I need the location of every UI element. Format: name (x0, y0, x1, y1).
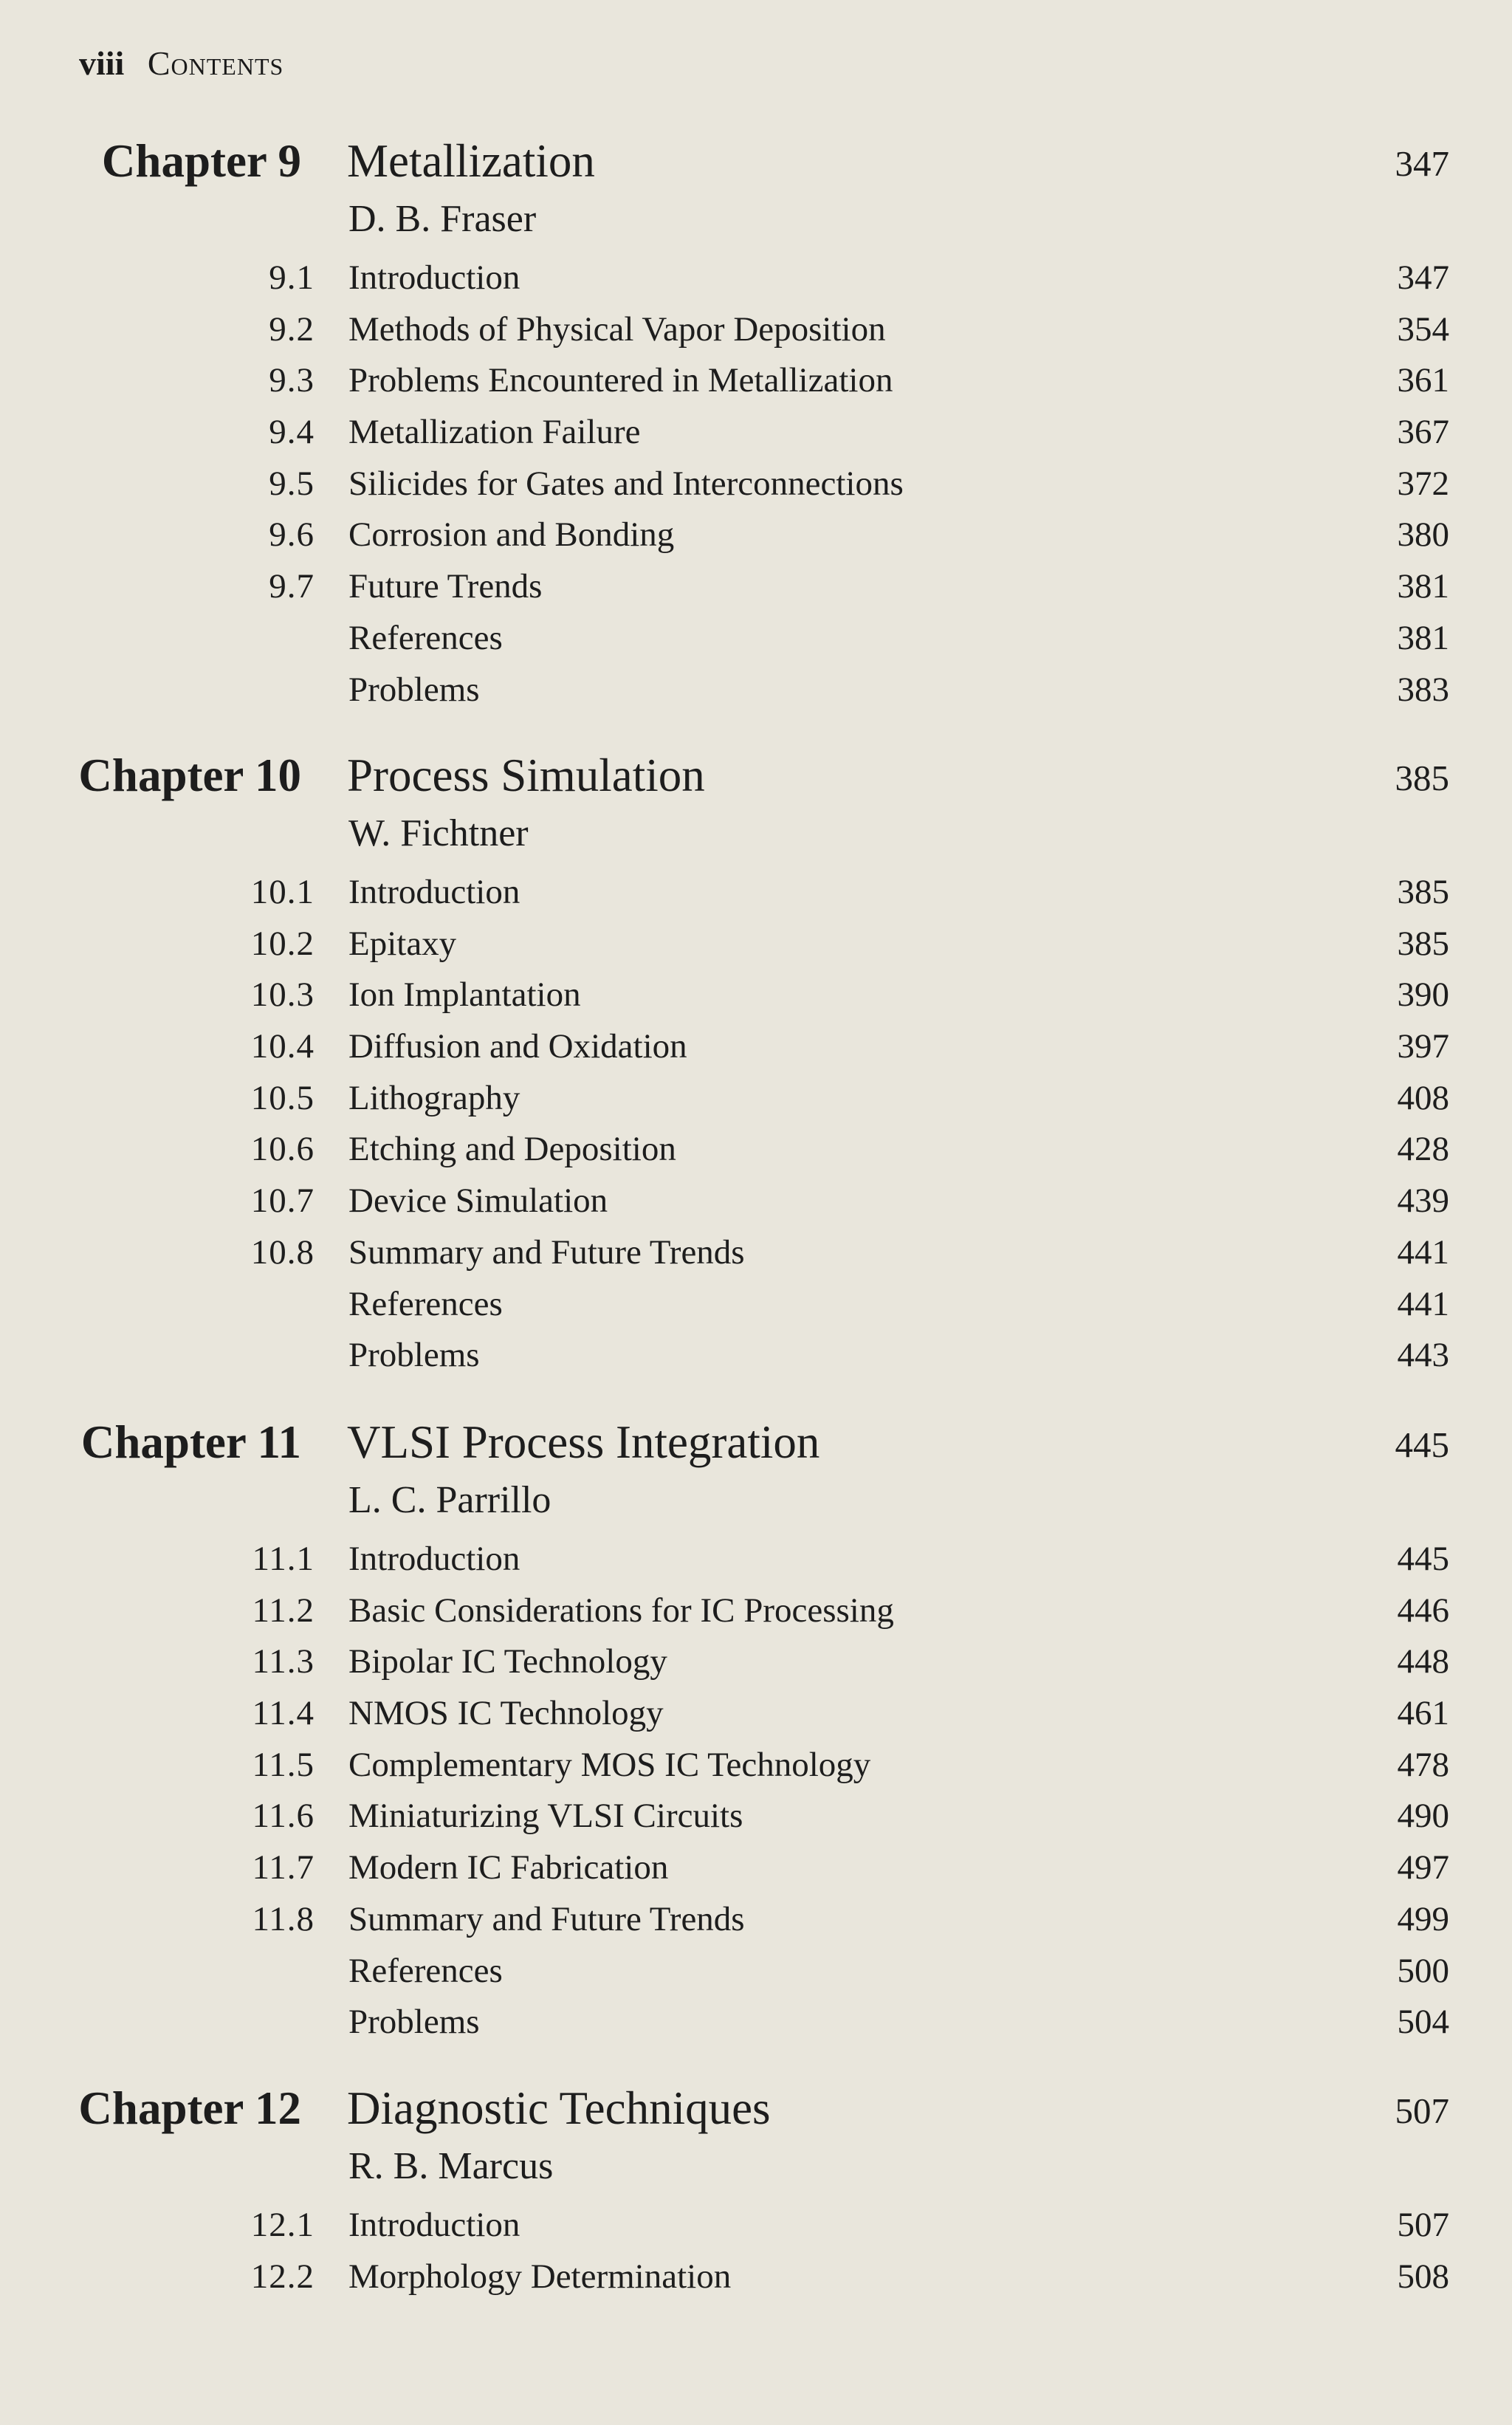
section-number: 10.6 (250, 1130, 315, 1169)
section-page-number: 361 (1397, 361, 1449, 400)
section-number: 10.8 (250, 1232, 315, 1272)
toc-entry[interactable] (0, 1842, 1512, 1894)
section-page-number: 367 (1397, 413, 1449, 452)
section-title: NMOS IC Technology (348, 1694, 664, 1733)
section-title: Basic Considerations for IC Processing (348, 1591, 894, 1630)
section-title: Future Trends (348, 567, 543, 606)
section-page-number: 508 (1397, 2257, 1449, 2296)
section-number: 9.2 (269, 309, 315, 349)
section-title: Etching and Deposition (348, 1130, 676, 1169)
toc-entry[interactable] (0, 867, 1512, 919)
chapter-author: L. C. Parrillo (348, 1479, 551, 1521)
section-title: Metallization Failure (348, 413, 641, 452)
section-number: 11.6 (252, 1797, 315, 1836)
toc-entry[interactable] (0, 970, 1512, 1021)
section-number: 9.5 (269, 464, 315, 503)
section-list (0, 1534, 1512, 2048)
section-title: Problems (348, 2003, 480, 2042)
section-page-number: 490 (1397, 1797, 1449, 1836)
section-title: References (348, 1284, 503, 1323)
toc-entry[interactable] (0, 1740, 1512, 1791)
section-page-number: 397 (1397, 1027, 1449, 1066)
section-page-number: 443 (1397, 1336, 1449, 1375)
section-title: Complementary MOS IC Technology (348, 1745, 871, 1784)
toc-entry[interactable] (0, 1073, 1512, 1125)
section-number: 11.1 (252, 1540, 315, 1578)
section-title: References (348, 1951, 503, 1990)
toc-entry[interactable] (0, 665, 1512, 716)
chapter-title: Diagnostic Techniques (347, 2082, 771, 2134)
chapter-heading[interactable] (0, 1413, 1512, 1472)
chapter-heading[interactable] (0, 746, 1512, 805)
toc-entry[interactable] (0, 1946, 1512, 1997)
section-page-number: 445 (1397, 1540, 1449, 1578)
section-number: 10.4 (250, 1027, 315, 1066)
section-number: 11.4 (252, 1694, 315, 1733)
section-page-number: 507 (1397, 2206, 1449, 2244)
chapter-page-number: 385 (1395, 758, 1449, 798)
section-page-number: 441 (1397, 1232, 1449, 1272)
toc-entry[interactable] (0, 459, 1512, 510)
toc-entry[interactable] (0, 2251, 1512, 2303)
section-title: Device Simulation (348, 1181, 608, 1221)
section-title: Bipolar IC Technology (348, 1642, 667, 1681)
section-title: Ion Implantation (348, 975, 581, 1015)
chapter-label: Chapter 11 (80, 1416, 301, 1468)
section-number: 10.5 (250, 1078, 315, 1117)
section-page-number: 354 (1397, 309, 1449, 349)
toc-entry[interactable] (0, 919, 1512, 970)
chapter-title: Metallization (347, 135, 595, 187)
section-page-number: 446 (1397, 1591, 1449, 1630)
chapter-page-number: 507 (1395, 2090, 1449, 2131)
toc-entry[interactable] (0, 253, 1512, 304)
toc-entry[interactable] (0, 1227, 1512, 1279)
chapter-label: Chapter 9 (101, 135, 301, 187)
section-page-number: 441 (1397, 1284, 1449, 1323)
toc-entry[interactable] (0, 613, 1512, 665)
toc-entry[interactable] (0, 1279, 1512, 1331)
section-number: 11.2 (252, 1591, 315, 1630)
section-number: 12.1 (250, 2206, 315, 2244)
section-title: Methods of Physical Vapor Deposition (348, 309, 886, 349)
toc-entry[interactable] (0, 1330, 1512, 1382)
section-page-number: 385 (1397, 873, 1449, 911)
section-page-number: 439 (1397, 1181, 1449, 1221)
toc-entry[interactable] (0, 1021, 1512, 1073)
toc-entry[interactable] (0, 1636, 1512, 1688)
section-title: Introduction (348, 1540, 520, 1578)
section-title: Diffusion and Oxidation (348, 1027, 687, 1066)
section-title: Problems (348, 1336, 480, 1375)
section-number: 9.6 (269, 515, 315, 555)
section-title: Introduction (348, 258, 520, 297)
section-number: 10.1 (250, 873, 315, 911)
section-number: 10.3 (250, 975, 315, 1015)
section-number: 9.1 (269, 258, 315, 297)
section-page-number: 347 (1397, 258, 1449, 297)
section-page-number: 408 (1397, 1078, 1449, 1117)
section-number: 11.5 (252, 1745, 315, 1784)
section-number: 9.7 (269, 567, 315, 606)
section-page-number: 461 (1397, 1694, 1449, 1733)
running-head-title: Contents (147, 44, 284, 82)
section-title: Summary and Future Trends (348, 1232, 745, 1272)
page-folio: viii (79, 44, 125, 82)
toc-entry[interactable] (0, 1176, 1512, 1227)
chapter-block (0, 2079, 1512, 2302)
section-title: Silicides for Gates and Interconnections (348, 464, 904, 503)
section-title: Corrosion and Bonding (348, 515, 675, 555)
toc-entry[interactable] (0, 510, 1512, 561)
chapter-author: W. Fichtner (348, 812, 529, 854)
section-title: Epitaxy (348, 924, 457, 963)
chapter-block (0, 131, 1512, 716)
toc-entry[interactable] (0, 1124, 1512, 1176)
section-title: Lithography (348, 1078, 520, 1117)
toc-entry[interactable] (0, 561, 1512, 613)
section-page-number: 390 (1397, 975, 1449, 1015)
section-page-number: 372 (1397, 464, 1449, 503)
section-title: Introduction (348, 873, 520, 911)
section-page-number: 497 (1397, 1848, 1449, 1887)
section-number: 11.3 (252, 1642, 315, 1681)
chapter-label: Chapter 12 (78, 2082, 301, 2134)
running-head (79, 43, 284, 84)
section-page-number: 383 (1397, 670, 1449, 709)
toc-entry[interactable] (0, 1791, 1512, 1842)
section-number: 9.4 (269, 413, 315, 452)
section-page-number: 500 (1397, 1951, 1449, 1990)
chapter-title: Process Simulation (347, 750, 705, 801)
chapter-title: VLSI Process Integration (347, 1416, 820, 1468)
section-title: Miniaturizing VLSI Circuits (348, 1797, 743, 1836)
section-page-number: 380 (1397, 515, 1449, 555)
section-list (0, 253, 1512, 716)
section-title: Problems (348, 670, 480, 709)
section-page-number: 478 (1397, 1745, 1449, 1784)
section-list (0, 2200, 1512, 2302)
section-number: 10.7 (250, 1181, 315, 1221)
section-title: Introduction (348, 2206, 520, 2244)
chapter-page-number: 445 (1395, 1424, 1449, 1465)
section-list (0, 867, 1512, 1382)
chapter-heading[interactable] (0, 2079, 1512, 2138)
toc-entry[interactable] (0, 2200, 1512, 2251)
section-number: 9.3 (269, 361, 315, 400)
section-page-number: 381 (1397, 567, 1449, 606)
section-number: 10.2 (250, 924, 315, 963)
toc-entry[interactable] (0, 355, 1512, 407)
chapter-page-number: 347 (1395, 143, 1449, 184)
chapter-author: R. B. Marcus (348, 2145, 554, 2187)
toc-entry[interactable] (0, 1894, 1512, 1946)
chapter-block (0, 1413, 1512, 2048)
toc-entry[interactable] (0, 1534, 1512, 1585)
section-title: References (348, 618, 503, 657)
toc-entry[interactable] (0, 1688, 1512, 1740)
section-page-number: 428 (1397, 1130, 1449, 1169)
section-title: Modern IC Fabrication (348, 1848, 669, 1887)
section-page-number: 381 (1397, 618, 1449, 657)
chapter-label: Chapter 10 (78, 750, 301, 801)
section-number: 12.2 (250, 2257, 315, 2296)
toc-entry[interactable] (0, 407, 1512, 459)
chapter-author: D. B. Fraser (348, 198, 537, 240)
section-page-number: 499 (1397, 1899, 1449, 1938)
toc-entry[interactable] (0, 1997, 1512, 2048)
section-title: Summary and Future Trends (348, 1899, 745, 1938)
section-title: Problems Encountered in Metallization (348, 361, 893, 400)
section-page-number: 385 (1397, 924, 1449, 963)
section-page-number: 504 (1397, 2003, 1449, 2042)
section-number: 11.7 (252, 1848, 315, 1887)
chapter-heading[interactable] (0, 131, 1512, 191)
section-page-number: 448 (1397, 1642, 1449, 1681)
section-title: Morphology Determination (348, 2257, 732, 2296)
toc-entry[interactable] (0, 1585, 1512, 1637)
chapter-block (0, 746, 1512, 1382)
section-number: 11.8 (252, 1899, 315, 1938)
toc-entry[interactable] (0, 304, 1512, 356)
